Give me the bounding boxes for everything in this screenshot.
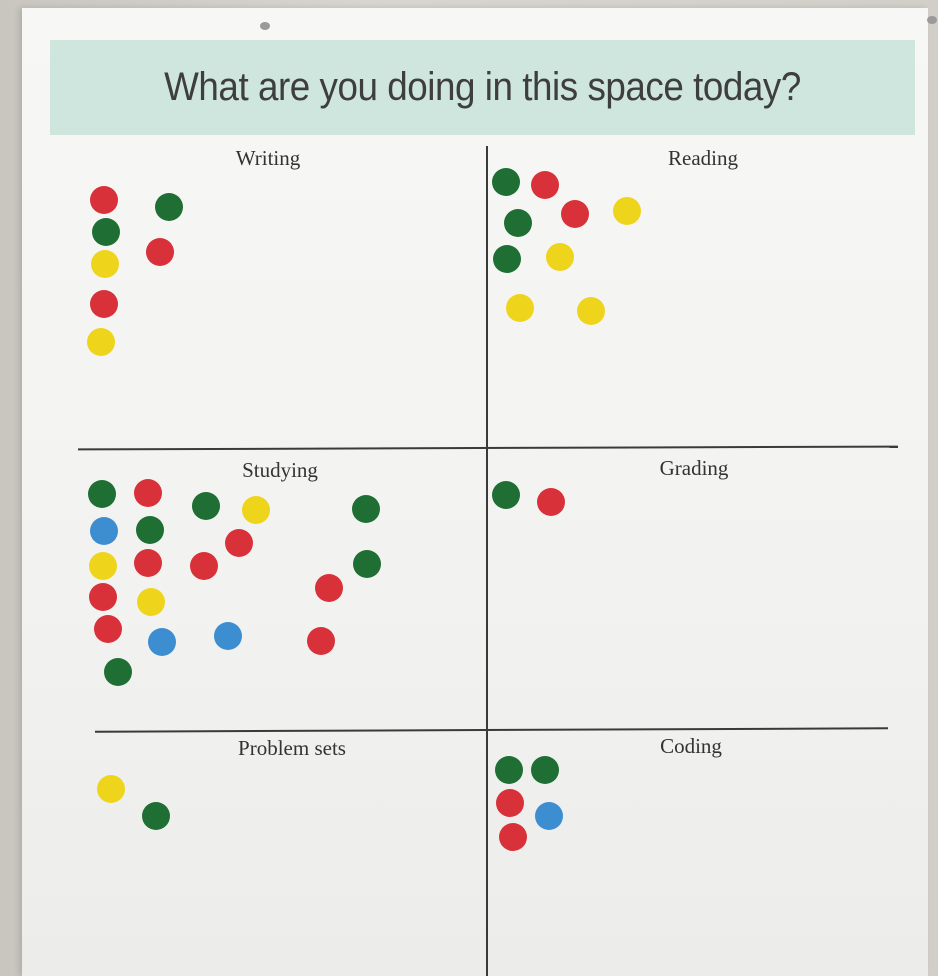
sticker-dot [91,250,119,278]
sticker-dot [535,802,563,830]
sticker-dot [561,200,589,228]
pin-icon [260,22,270,30]
title-banner [50,40,915,135]
section-label-grading: Grading [659,456,729,480]
sticker-dot [315,574,343,602]
sticker-dot [90,517,118,545]
sticker-dot [225,529,253,557]
sticker-dot [104,658,132,686]
sticker-dot [504,209,532,237]
sticker-dot [134,549,162,577]
sticker-dot [142,802,170,830]
sticker-dot [537,488,565,516]
sticker-dot [493,245,521,273]
sticker-dot [190,552,218,580]
sticker-dot [88,480,116,508]
sticker-dot [94,615,122,643]
sticker-dot [90,186,118,214]
sticker-dot [146,238,174,266]
sticker-dot [492,168,520,196]
section-label-writing: Writing [235,146,301,170]
sticker-dot [214,622,242,650]
sticker-dot [495,756,523,784]
sticker-dot [89,583,117,611]
sticker-dot [92,218,120,246]
poster-title: What are you doing in this space today? [164,65,801,109]
section-label-coding: Coding [660,734,722,758]
sticker-dot [531,756,559,784]
sticker-dot [496,789,524,817]
section-label-problem-sets: Problem sets [238,736,346,760]
sticker-dot [87,328,115,356]
section-label-studying: Studying [242,458,318,482]
sticker-dot [613,197,641,225]
sticker-dot [242,496,270,524]
sticker-dot [506,294,534,322]
sticker-dot [307,627,335,655]
sticker-dot [148,628,176,656]
sticker-dot [155,193,183,221]
section-label-reading: Reading [668,146,738,170]
sticker-dot [499,823,527,851]
pin-icon [927,16,937,24]
sticker-dot [137,588,165,616]
vertical-divider [486,146,488,976]
sticker-dot [546,243,574,271]
sticker-dot [134,479,162,507]
sticker-dot [352,495,380,523]
sticker-dot [577,297,605,325]
sticker-dot [136,516,164,544]
sticker-dot [192,492,220,520]
sticker-dot [89,552,117,580]
sticker-dot [531,171,559,199]
sticker-dot [353,550,381,578]
sticker-dot [97,775,125,803]
sticker-dot [90,290,118,318]
sticker-dot [492,481,520,509]
